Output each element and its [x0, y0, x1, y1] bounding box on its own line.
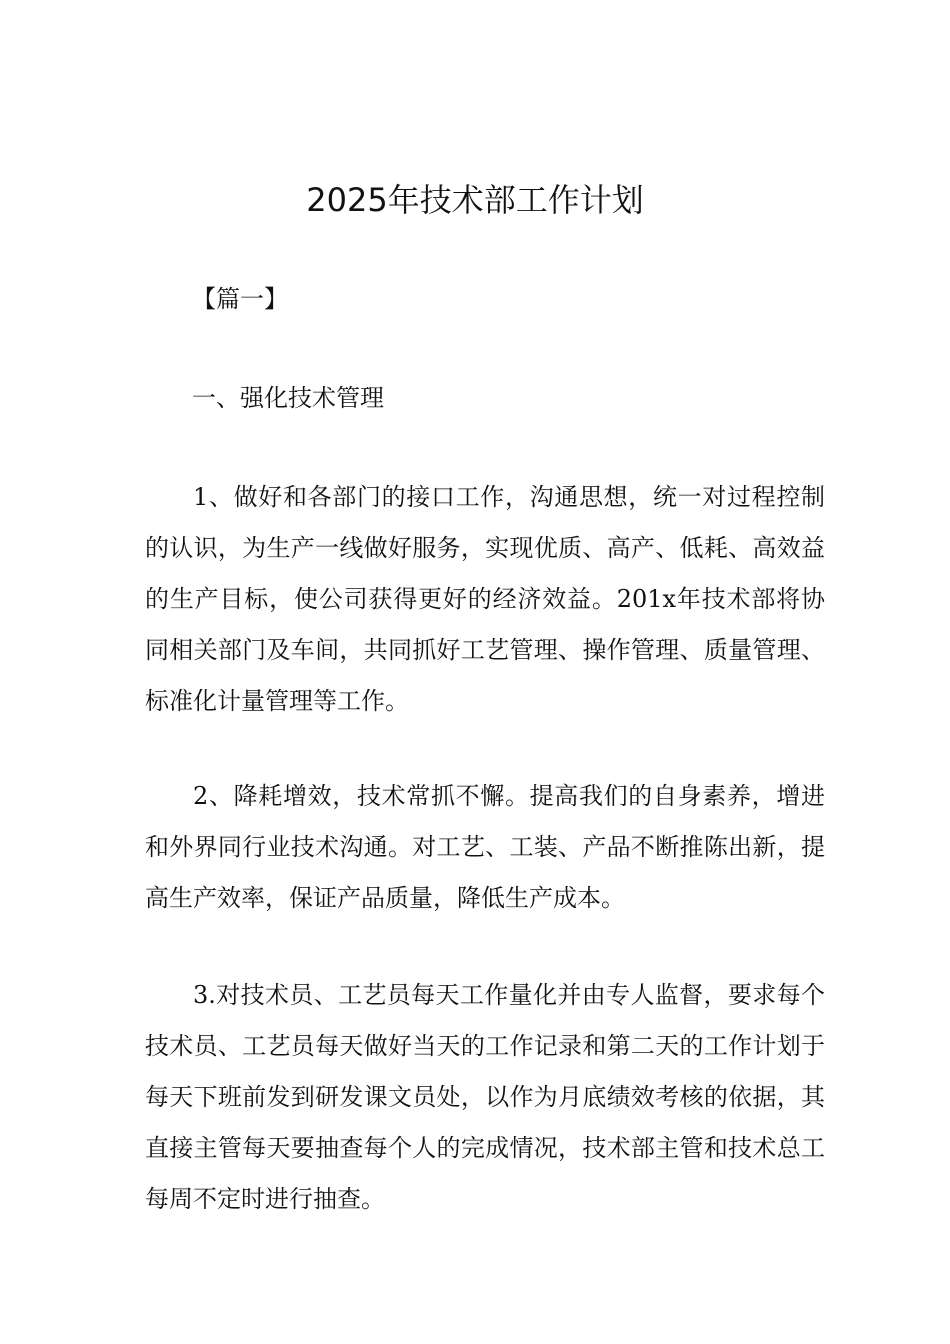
section-label: 【篇一】	[192, 285, 288, 313]
section-heading: 一、强化技术管理	[192, 384, 384, 412]
document-title: 2025年技术部工作计划	[306, 181, 644, 219]
paragraph-1: 1、做好和各部门的接口工作，沟通思想，统一对过程控制的认识，为生产一线做好服务，实现优质、高产、低耗、高效益的生产目标，使公司获得更好的经济效益。201x年技术部将协同相关部门及车间，共同抓好工艺管理、操作管理、质量管理、标准化计量管理等工作。	[145, 483, 825, 715]
paragraph-2: 2、降耗增效，技术常抓不懈。提高我们的自身素养，增进和外界同行业技术沟通。对工艺、工装、产品不断推陈出新，提高生产效率，保证产品质量，降低生产成本。	[145, 782, 825, 912]
paragraph-3: 3.对技术员、工艺员每天工作量化并由专人监督，要求每个技术员、工艺员每天做好当天的工作记录和第二天的工作计划于每天下班前发到研发课文员处，以作为月底绩效考核的依据，其直接主管每天要抽查每个人的完成情况，技术部主管和技术总工每周不定时进行抽查。	[145, 981, 825, 1213]
